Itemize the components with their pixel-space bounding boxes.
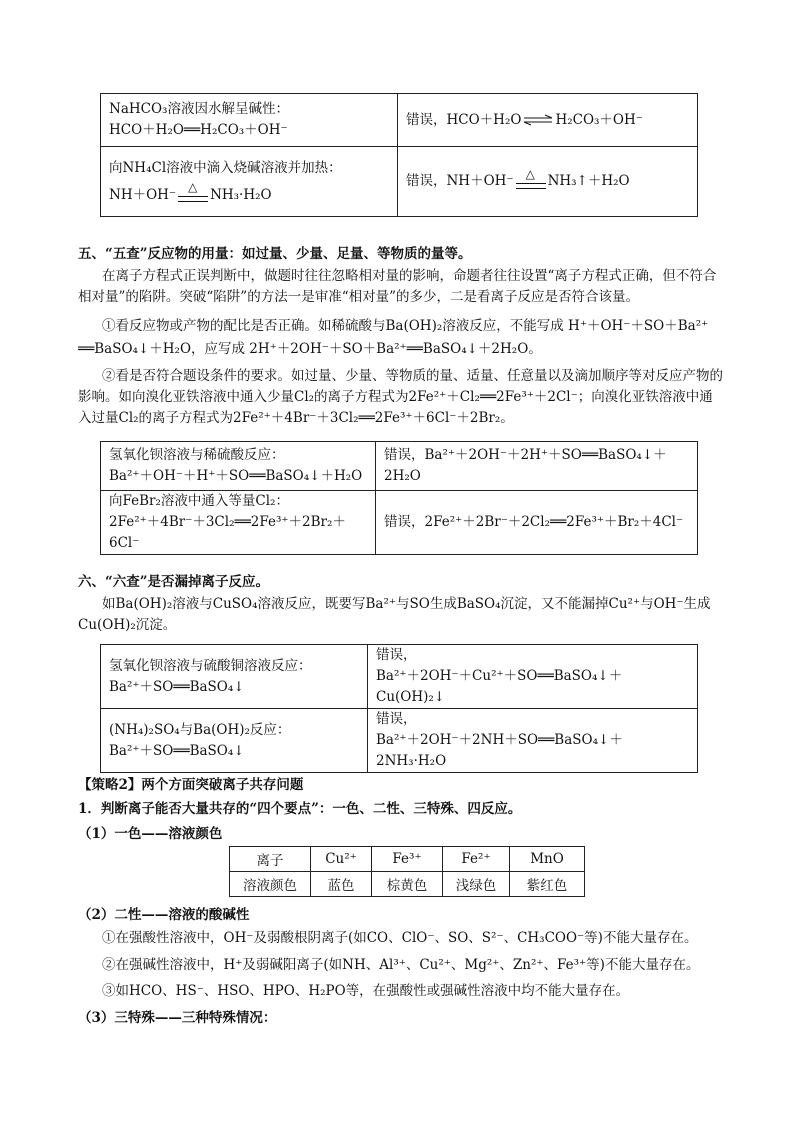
table-cell: 紫红色 bbox=[510, 872, 585, 897]
table-cell bbox=[398, 147, 698, 217]
table-row bbox=[230, 872, 585, 897]
list-item: ③如HCO、HS⁻、HSO、HPO、H₂PO等，在强酸性或强碱性溶液中均不能大量存在。 bbox=[102, 983, 630, 999]
subsection-color: （1）一色——溶液颜色 bbox=[78, 826, 223, 842]
table-cell: 蓝色 bbox=[311, 872, 372, 897]
heating-arrow-icon bbox=[516, 166, 546, 192]
list-item: ②在强碱性溶液中，H⁺及弱碱阳离子(如NH、Al³⁺、Cu²⁺、Mg²⁺、Zn²⁺、Fe³⁺等)不能大量存在。 bbox=[102, 957, 700, 973]
row-title: 氢氧化钡溶液与稀硫酸反应： bbox=[109, 447, 285, 463]
table-row bbox=[101, 147, 698, 217]
table-cell bbox=[398, 94, 698, 147]
subsection-special: （3）三特殊——三种特殊情况： bbox=[78, 1010, 277, 1026]
row-title: 氢氧化钡溶液与硫酸铜溶液反应： bbox=[109, 657, 312, 674]
section-5-title: 五、“五查”反应物的用量：如过量、少量、足量、等物质的量等。 bbox=[78, 246, 472, 262]
table-cell: MnO bbox=[510, 847, 585, 872]
right-prefix: 错误，HCO＋H₂O bbox=[406, 111, 522, 128]
table-cell: Fe²⁺ bbox=[443, 847, 510, 872]
section-5-point-2: ②看是否符合题设条件的要求。如过量、少量、等物质的量、适量、任意量以及滴加顺序等对反应产物的影响。如向溴化亚铁溶液中通入少量Cl₂的离子方程式为2Fe²⁺＋Cl₂══2Fe³⁺＋2Cl⁻；向溴化亚铁溶液中通入过量Cl₂的离子方程式为2Fe²⁺＋4Br⁻＋3Cl₂══2Fe³⁺＋6Cl⁻＋2Br₂。 bbox=[78, 368, 723, 426]
table-cell bbox=[101, 147, 398, 217]
table-cell bbox=[101, 709, 368, 773]
row-title: (NH₄)₂SO₄与Ba(OH)₂反应： bbox=[109, 721, 291, 738]
table-cell: 浅绿色 bbox=[443, 872, 510, 897]
row-title: 向FeBr₂溶液中通入等量Cl₂： bbox=[109, 493, 289, 509]
table-row bbox=[101, 94, 698, 147]
table-row bbox=[101, 491, 698, 555]
equation-part: NH＋OH⁻ bbox=[109, 186, 177, 203]
subsection-acidity: （2）二性——溶液的酸碱性 bbox=[78, 907, 250, 923]
reversible-arrow-icon bbox=[523, 114, 553, 126]
row-equation: HCO＋H₂O══H₂CO₃＋OH⁻ bbox=[109, 122, 288, 138]
right-suffix: H₂CO₃＋OH⁻ bbox=[555, 111, 643, 128]
table-hydrolysis bbox=[100, 93, 698, 217]
table-cell: 溶液颜色 bbox=[230, 872, 311, 897]
row-title: 错误， bbox=[376, 711, 417, 727]
table-cell: 错误，Ba²⁺＋2OH⁻＋2H⁺＋SO══BaSO₄↓＋2H₂O bbox=[376, 442, 698, 491]
table-ratio bbox=[100, 441, 698, 555]
table-row bbox=[230, 847, 585, 872]
row-equation: Ba²⁺＋OH⁻＋H⁺＋SO══BaSO₄↓＋H₂O bbox=[109, 468, 363, 484]
delta-symbol: △ bbox=[188, 180, 198, 194]
table-row bbox=[101, 442, 698, 491]
heating-arrow-icon bbox=[178, 180, 208, 205]
delta-symbol: △ bbox=[525, 166, 535, 181]
row-equation bbox=[109, 180, 389, 206]
strategy-point-1: 1．判断离子能否大量共存的“四个要点”：一色、二性、三特殊、四反应。 bbox=[78, 801, 522, 817]
section-5-paragraph: 在离子方程式正误判断中，做题时往往忽略相对量的影响，命题者往往设置“离子方程式正确，但不符合相对量”的陷阱。突破“陷阱”的方法一是审准“相对量”的多少，二是看离子反应是否符合该量。 bbox=[78, 268, 717, 305]
row-equation: Ba²⁺＋2OH⁻＋Cu²⁺＋SO══BaSO₄↓＋Cu(OH)₂↓ bbox=[376, 668, 623, 705]
table-cell: 棕黄色 bbox=[372, 872, 443, 897]
table-cell: Fe³⁺ bbox=[372, 847, 443, 872]
table-row bbox=[101, 709, 698, 773]
table-missing-reactions bbox=[100, 644, 698, 773]
table-cell: Cu²⁺ bbox=[311, 847, 372, 872]
table-cell bbox=[368, 709, 698, 773]
table-cell bbox=[368, 645, 698, 709]
row-title: NaHCO₃溶液因水解呈碱性： bbox=[109, 101, 289, 117]
row-equation: 2Fe²⁺＋4Br⁻＋3Cl₂══2Fe³⁺＋2Br₂＋6Cl⁻ bbox=[109, 514, 346, 551]
strategy-title: 【策略2】两个方面突破离子共存问题 bbox=[78, 777, 304, 793]
table-cell bbox=[101, 442, 376, 491]
right-suffix: NH₃↑＋H₂O bbox=[547, 173, 630, 189]
section-5-point-1-line-1: ①看反应物或产物的配比是否正确。如稀硫酸与Ba(OH)₂溶液反应，不能写成 H⁺＋OH⁻＋SO＋Ba²⁺ bbox=[102, 318, 709, 334]
section-6-paragraph: 如Ba(OH)₂溶液与CuSO₄溶液反应，既要写Ba²⁺与SO生成BaSO₄沉淀，又不能漏掉Cu²⁺与OH⁻生成Cu(OH)₂沉淀。 bbox=[78, 596, 711, 633]
row-equation: Ba²⁺＋SO══BaSO₄↓ bbox=[109, 678, 245, 695]
equation-part: NH₃·H₂O bbox=[210, 186, 272, 203]
row-title: 错误， bbox=[376, 647, 417, 663]
table-cell: 离子 bbox=[230, 847, 311, 872]
section-6-title: 六、“六查”是否漏掉离子反应。 bbox=[78, 574, 270, 590]
table-cell bbox=[101, 491, 376, 555]
table-cell bbox=[101, 94, 398, 147]
list-item: ①在强酸性溶液中，OH⁻及弱酸根阴离子(如CO、ClO⁻、SO、S²⁻、CH₃COO⁻等)不能大量存在。 bbox=[102, 930, 698, 946]
row-equation: Ba²⁺＋2OH⁻＋2NH＋SO══BaSO₄↓＋2NH₃·H₂O bbox=[376, 732, 623, 769]
row-equation: Ba²⁺＋SO══BaSO₄↓ bbox=[109, 742, 245, 759]
row-title: 向NH₄Cl溶液中滴入烧碱溶液并加热： bbox=[109, 159, 342, 176]
table-row bbox=[101, 645, 698, 709]
table-cell: 错误，2Fe²⁺＋2Br⁻＋2Cl₂══2Fe³⁺＋Br₂＋4Cl⁻ bbox=[376, 491, 698, 555]
ion-color-table bbox=[229, 846, 585, 897]
table-cell bbox=[101, 645, 368, 709]
section-5-point-1-line-2: ══BaSO₄↓＋H₂O，应写成 2H⁺＋2OH⁻＋SO＋Ba²⁺══BaSO₄↓＋2H₂O。 bbox=[78, 341, 542, 357]
right-prefix: 错误，NH＋OH⁻ bbox=[406, 173, 514, 189]
